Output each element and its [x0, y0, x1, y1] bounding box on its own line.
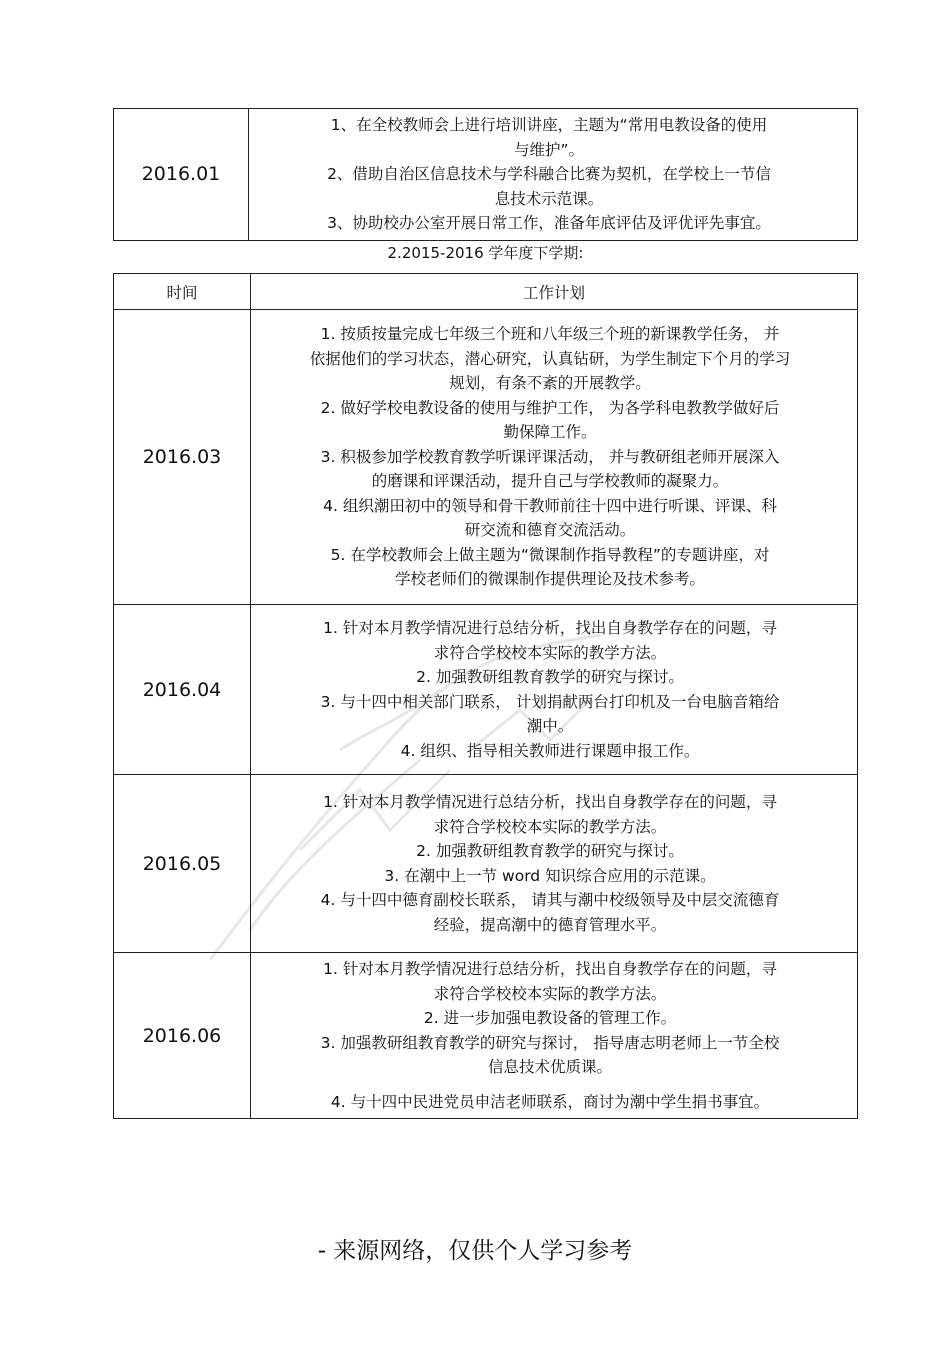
plan-line: 1、在全校教师会上进行培训讲座，主题为“常用电教设备的使用 — [330, 116, 768, 134]
plan-line: 4. 组织潮田初中的领导和骨干教师前往十四中进行听课、评课、科 — [323, 496, 777, 515]
plan-line: 5. 在学校教师会上做主题为“微课制作指导教程”的专题讲座，对 — [330, 545, 770, 564]
plan-line: 2. 加强教研组教育教学的研究与探讨。 — [416, 842, 684, 860]
plan-line: 2. 进一步加强电教设备的管理工作。 — [423, 1009, 677, 1027]
plan-line: 2. 做好学校电教设备的使用与维护工作， 为各学科电教教学做好后 — [320, 398, 780, 417]
plan-line: 息技术示范课。 — [494, 189, 604, 208]
plan-line: 研交流和德育交流活动。 — [464, 521, 636, 540]
plan-line: 依据他们的学习状态，潜心研究，认真钻研，为学生制定下个月的学习 — [309, 349, 791, 368]
source-footer: - 来源网络，仅供个人学习参考 — [317, 1238, 633, 1264]
plan-line: 求符合学校校本实际的教学方法。 — [433, 984, 667, 1003]
plan-line: 与维护”。 — [513, 140, 585, 159]
section-title: 2.2015-2016 学年度下学期: — [387, 244, 584, 262]
plan-line: 3、协助校办公室开展日常工作，准备年底评估及评优评先事宜。 — [327, 214, 771, 232]
plan-cell — [251, 953, 858, 1119]
plan-cell — [251, 310, 858, 605]
header-plan: 工作计划 — [251, 274, 858, 310]
date-cell: 2016.01 — [114, 109, 249, 241]
table-spring-term — [113, 273, 858, 1119]
table-row — [114, 775, 858, 953]
plan-line: 1. 针对本月教学情况进行总结分析，找出自身教学存在的问题，寻 — [323, 960, 777, 978]
plan-cell — [251, 775, 858, 953]
plan-line: 2、借助自治区信息技术与学科融合比赛为契机，在学校上一节信 — [327, 165, 771, 183]
date-cell: 2016.06 — [114, 953, 251, 1119]
plan-line: 4. 与十四中德育副校长联系， 请其与潮中校级领导及中层交流德育 — [320, 891, 780, 909]
plan-line: 4. 与十四中民进党员申洁老师联系，商讨为潮中学生捐书事宜。 — [330, 1092, 770, 1111]
plan-line: 1. 针对本月教学情况进行总结分析，找出自身教学存在的问题，寻 — [323, 619, 777, 637]
table-row — [114, 310, 858, 605]
table-row — [114, 109, 858, 241]
plan-line: 信息技术优质课。 — [487, 1058, 612, 1076]
plan-line: 3. 加强教研组教育教学的研究与探讨， 指导唐志明老师上一节全校 — [320, 1033, 780, 1052]
plan-line: 规划，有条不紊的开展教学。 — [449, 374, 651, 393]
table-row — [114, 605, 858, 775]
plan-cell — [251, 605, 858, 775]
plan-line: 1. 按质按量完成七年级三个班和八年级三个班的新课教学任务， 并 — [320, 325, 780, 344]
plan-line: 求符合学校校本实际的教学方法。 — [433, 817, 667, 836]
plan-line: 求符合学校校本实际的教学方法。 — [433, 643, 667, 662]
table-header-row — [114, 274, 858, 310]
date-cell: 2016.03 — [114, 310, 251, 605]
plan-line: 1. 针对本月教学情况进行总结分析，找出自身教学存在的问题，寻 — [323, 793, 777, 811]
plan-line: 学校老师们的微课制作提供理论及技术参考。 — [394, 570, 705, 589]
plan-line: 3. 在潮中上一节 word 知识综合应用的示范课。 — [384, 866, 716, 885]
plan-line: 潮中。 — [526, 717, 574, 735]
plan-line: 3. 与十四中相关部门联系， 计划捐献两台打印机及一台电脑音箱给 — [320, 692, 780, 711]
header-time: 时间 — [114, 274, 251, 310]
plan-line: 经验，提高潮中的德育管理水平。 — [433, 915, 667, 934]
plan-line: 勤保障工作。 — [503, 423, 597, 442]
plan-line: 4. 组织、指导相关教师进行课题申报工作。 — [400, 741, 700, 760]
plan-line: 的磨课和评课活动，提升自己与学校教师的凝聚力。 — [371, 472, 729, 491]
plan-cell — [249, 109, 858, 241]
table-previous-term — [113, 108, 858, 241]
plan-line: 2. 加强教研组教育教学的研究与探讨。 — [416, 668, 684, 686]
date-cell: 2016.04 — [114, 605, 251, 775]
table-row — [114, 953, 858, 1119]
date-cell: 2016.05 — [114, 775, 251, 953]
plan-line: 3. 积极参加学校教育教学听课评课活动， 并与教研组老师开展深入 — [320, 447, 780, 466]
